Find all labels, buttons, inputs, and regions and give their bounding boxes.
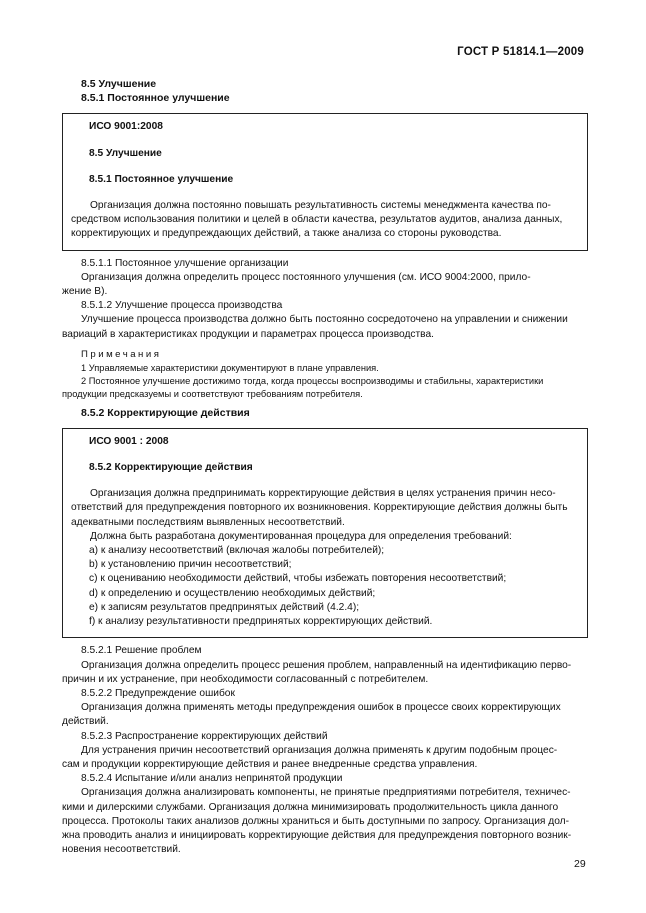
section-heading-8-5-2: 8.5.2 Корректирующие действия	[81, 406, 250, 419]
paragraph-line: Организация должна определить процесс постоянного улучшения (см. ИСО 9004:2000, прило-	[81, 271, 531, 283]
paragraph-line: Организация должна анализировать компоненты, не принятые предприятиями потребителя, техничес-	[81, 787, 571, 799]
paragraph-line: Организация должна применять методы предупреждения ошибок в процессе своих корректирующих	[81, 702, 561, 714]
paragraph-line: средством использования политики и целей в области качества, результатов аудитов, анализа данных,	[71, 214, 563, 226]
paragraph-line: Организация должна предпринимать корректирующие действия в целях устранения причин несо-	[90, 488, 556, 500]
paragraph-line: Организация должна определить процесс решения проблем, направленный на идентификацию перво-	[81, 659, 572, 671]
subsection-title: 8.5.1.2 Улучшение процесса производства	[81, 300, 283, 312]
paragraph-line: адекватными последствиям выявленных несоответствий.	[71, 516, 345, 528]
section-heading-8-5-1: 8.5.1 Постоянное улучшение	[81, 92, 230, 105]
subsection-title: 8.5.1.1 Постоянное улучшение организации	[81, 257, 289, 269]
page-content	[62, 77, 588, 857]
document-code: ГОСТ Р 51814.1—2009	[457, 46, 584, 58]
paragraph-line: новения несоответствий.	[62, 844, 181, 856]
paragraph-line: Должна быть разработана документированная процедура для определения требований:	[90, 530, 512, 542]
paragraph-line: кими и дилерскими службами. Организация должна минимизировать продолжительность цикла данного	[62, 801, 559, 813]
paragraph-line: Улучшение процесса производства должно быть постоянно сосредоточено на управлении и снижении	[81, 314, 568, 326]
paragraph-line: сам и продукции корректирующие действия и ранее внедренные средства управления.	[62, 758, 478, 770]
subsection-title: 8.5.2.2 Предупреждение ошибок	[81, 687, 235, 699]
subsection-title: 8.5.2.1 Решение проблем	[81, 645, 202, 657]
paragraph-line: жение В).	[62, 286, 108, 298]
paragraph-line: корректирующих и предупреждающих действий, а также анализа со стороны руководства.	[71, 228, 502, 240]
paragraph-line: жна проводить анализ и инициировать корректирующие действия для предупреждения повторного возник-	[62, 829, 572, 841]
iso-quote-box-1	[62, 113, 588, 250]
section-heading-8-5: 8.5 Улучшение	[81, 78, 157, 90]
iso-reference: ИСО 9001:2008	[89, 121, 163, 133]
paragraph-line: Организация должна постоянно повышать результативность системы менеджмента качества по-	[90, 200, 551, 212]
note-line: 1 Управляемые характеристики документируют в плане управления.	[81, 363, 379, 374]
list-item: e) к записям результатов предпринятых действий (4.2.4);	[89, 601, 360, 613]
paragraph-line: действий.	[62, 716, 109, 728]
paragraph-line: Для устранения причин несоответствий организация должна применять к другим подобным процес-	[81, 744, 558, 756]
list-item: f) к анализу результативности предпринятых корректирующих действий.	[89, 616, 433, 628]
box-heading: 8.5 Улучшение	[89, 147, 162, 159]
box-heading: 8.5.2 Корректирующие действия	[89, 462, 253, 474]
paragraph-line: процесса. Протоколы таких анализов должны храниться и быть доступными по запросу. Организация дол-	[62, 815, 570, 827]
list-item: d) к определению и осуществлению необходимых действий;	[89, 587, 376, 599]
iso-reference: ИСО 9001 : 2008	[89, 435, 169, 447]
note-line: продукции предсказуемы и соответствуют требованиям потребителя.	[62, 389, 363, 400]
iso-quote-box-2	[62, 428, 588, 638]
paragraph-line: вариаций в характеристиках продукции и параметрах процесса производства.	[62, 328, 434, 340]
list-item: c) к оцениванию необходимости действий, чтобы избежать повторения несоответствий;	[89, 573, 507, 585]
box-heading: 8.5.1 Постоянное улучшение	[89, 173, 234, 185]
paragraph-line: ответствий для предупреждения повторного их возникновения. Корректирующие действия должны быть	[71, 502, 568, 514]
subsection-title: 8.5.2.3 Распространение корректирующих действий	[81, 730, 328, 742]
paragraph-line: причин и их устранение, при необходимости согласованный с потребителем.	[62, 673, 429, 685]
note-line: 2 Постоянное улучшение достижимо тогда, когда процессы воспроизводимы и стабильны, характеристики	[81, 376, 544, 387]
list-item: a) к анализу несоответствий (включая жалобы потребителей);	[89, 545, 385, 557]
subsection-title: 8.5.2.4 Испытание и/или анализ непринятой продукции	[81, 773, 343, 785]
page-number: 29	[574, 858, 586, 870]
notes-title: Примечания	[81, 348, 162, 360]
list-item: b) к установлению причин несоответствий;	[89, 559, 292, 571]
